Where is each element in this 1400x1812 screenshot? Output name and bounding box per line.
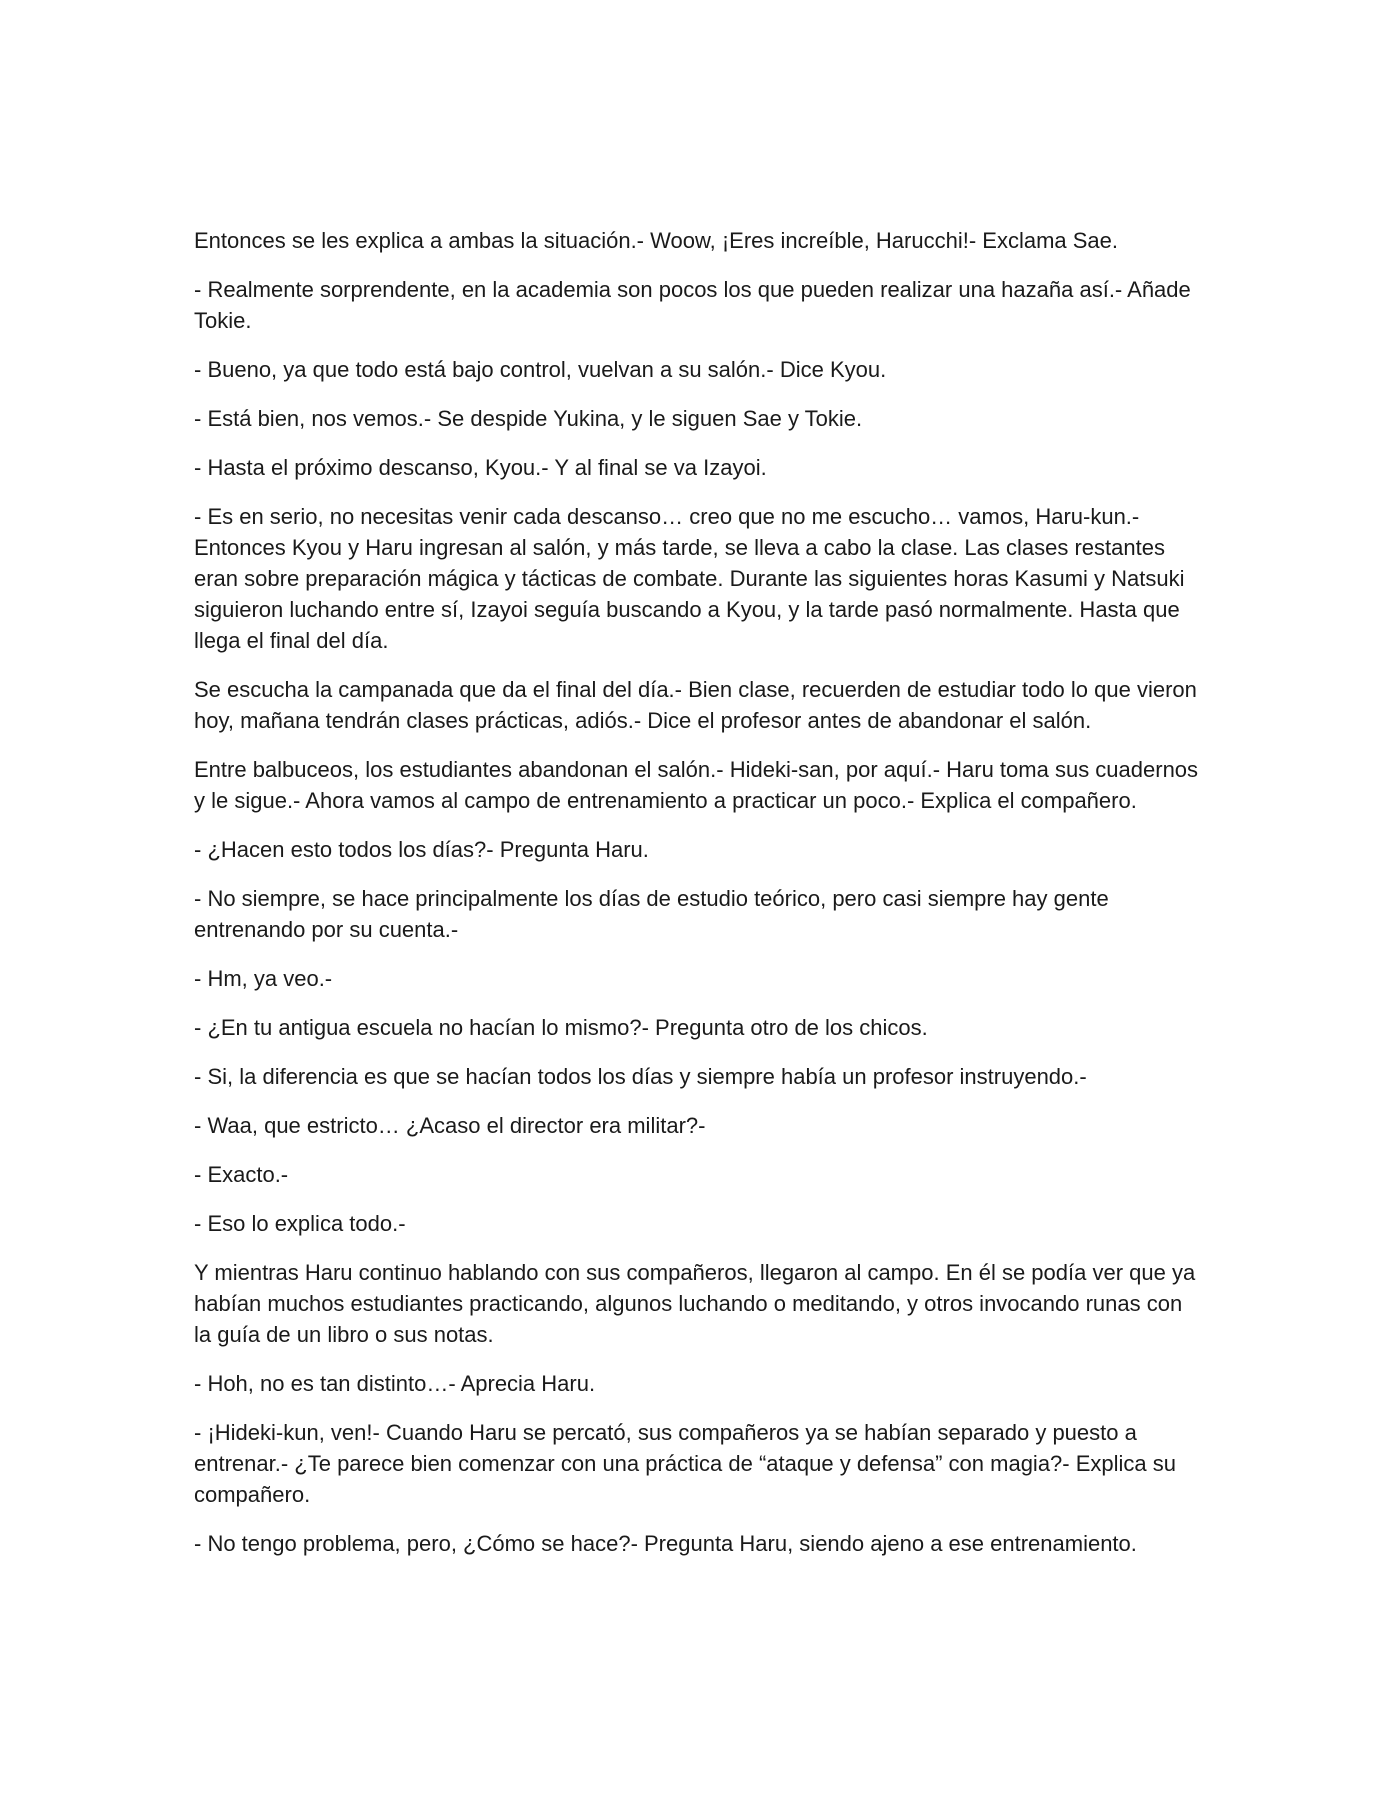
paragraph: - ¡Hideki-kun, ven!- Cuando Haru se percató, sus compañeros ya se habían separado y puesto a entrenar.- ¿Te parece bien comenzar con una práctica de “ataque y defensa” con magia?- Explica su compañero. — [194, 1420, 1176, 1507]
paragraph: - ¿Hacen esto todos los días?- Pregunta Haru. — [194, 837, 649, 862]
paragraph: - Eso lo explica todo.- — [194, 1211, 406, 1236]
paragraph: - No siempre, se hace principalmente los días de estudio teórico, pero casi siempre hay gente entrenando por su cuenta.- — [194, 886, 1109, 942]
paragraph: Y mientras Haru continuo hablando con sus compañeros, llegaron al campo. En él se podía ver que ya habían muchos estudiantes practicando, algunos luchando o meditando, y otros invocando runas con la guía de un libro o sus notas. — [194, 1260, 1196, 1347]
paragraph: - Realmente sorprendente, en la academia son pocos los que pueden realizar una hazaña así.- Añade Tokie. — [194, 277, 1191, 333]
paragraph: - Bueno, ya que todo está bajo control, vuelvan a su salón.- Dice Kyou. — [194, 357, 887, 382]
paragraph: - Exacto.- — [194, 1162, 289, 1187]
paragraph: - Está bien, nos vemos.- Se despide Yukina, y le siguen Sae y Tokie. — [194, 406, 863, 431]
paragraph: - Hm, ya veo.- — [194, 966, 333, 991]
paragraph: - Hoh, no es tan distinto…- Aprecia Haru. — [194, 1371, 596, 1396]
paragraph: - ¿En tu antigua escuela no hacían lo mismo?- Pregunta otro de los chicos. — [194, 1015, 928, 1040]
document-body — [194, 225, 1204, 1577]
paragraph: Entonces se les explica a ambas la situación.- Woow, ¡Eres increíble, Harucchi!- Exclama Sae. — [194, 228, 1118, 253]
paragraph: - Es en serio, no necesitas venir cada descanso… creo que no me escucho… vamos, Haru-kun.- Entonces Kyou y Haru ingresan al salón, y más tarde, se lleva a cabo la clase. Las clases restantes eran sobre preparación mágica y tácticas de combate. Durante las siguientes horas Kasumi y Natsuki siguieron luchando entre sí, Izayoi seguía buscando a Kyou, y la tarde pasó normalmente. Hasta que llega el final del día. — [194, 504, 1185, 653]
paragraph: - Waa, que estricto… ¿Acaso el director era militar?- — [194, 1113, 706, 1138]
paragraph: Se escucha la campanada que da el final del día.- Bien clase, recuerden de estudiar todo lo que vieron hoy, mañana tendrán clases prácticas, adiós.- Dice el profesor antes de abandonar el salón. — [194, 677, 1197, 733]
paragraph: - Si, la diferencia es que se hacían todos los días y siempre había un profesor instruyendo.- — [194, 1064, 1087, 1089]
paragraph: - No tengo problema, pero, ¿Cómo se hace?- Pregunta Haru, siendo ajeno a ese entrenamiento. — [194, 1531, 1137, 1556]
paragraph: Entre balbuceos, los estudiantes abandonan el salón.- Hideki-san, por aquí.- Haru toma sus cuadernos y le sigue.- Ahora vamos al campo de entrenamiento a practicar un poco.- Explica el compañero. — [194, 757, 1199, 813]
paragraph: - Hasta el próximo descanso, Kyou.- Y al final se va Izayoi. — [194, 455, 767, 480]
